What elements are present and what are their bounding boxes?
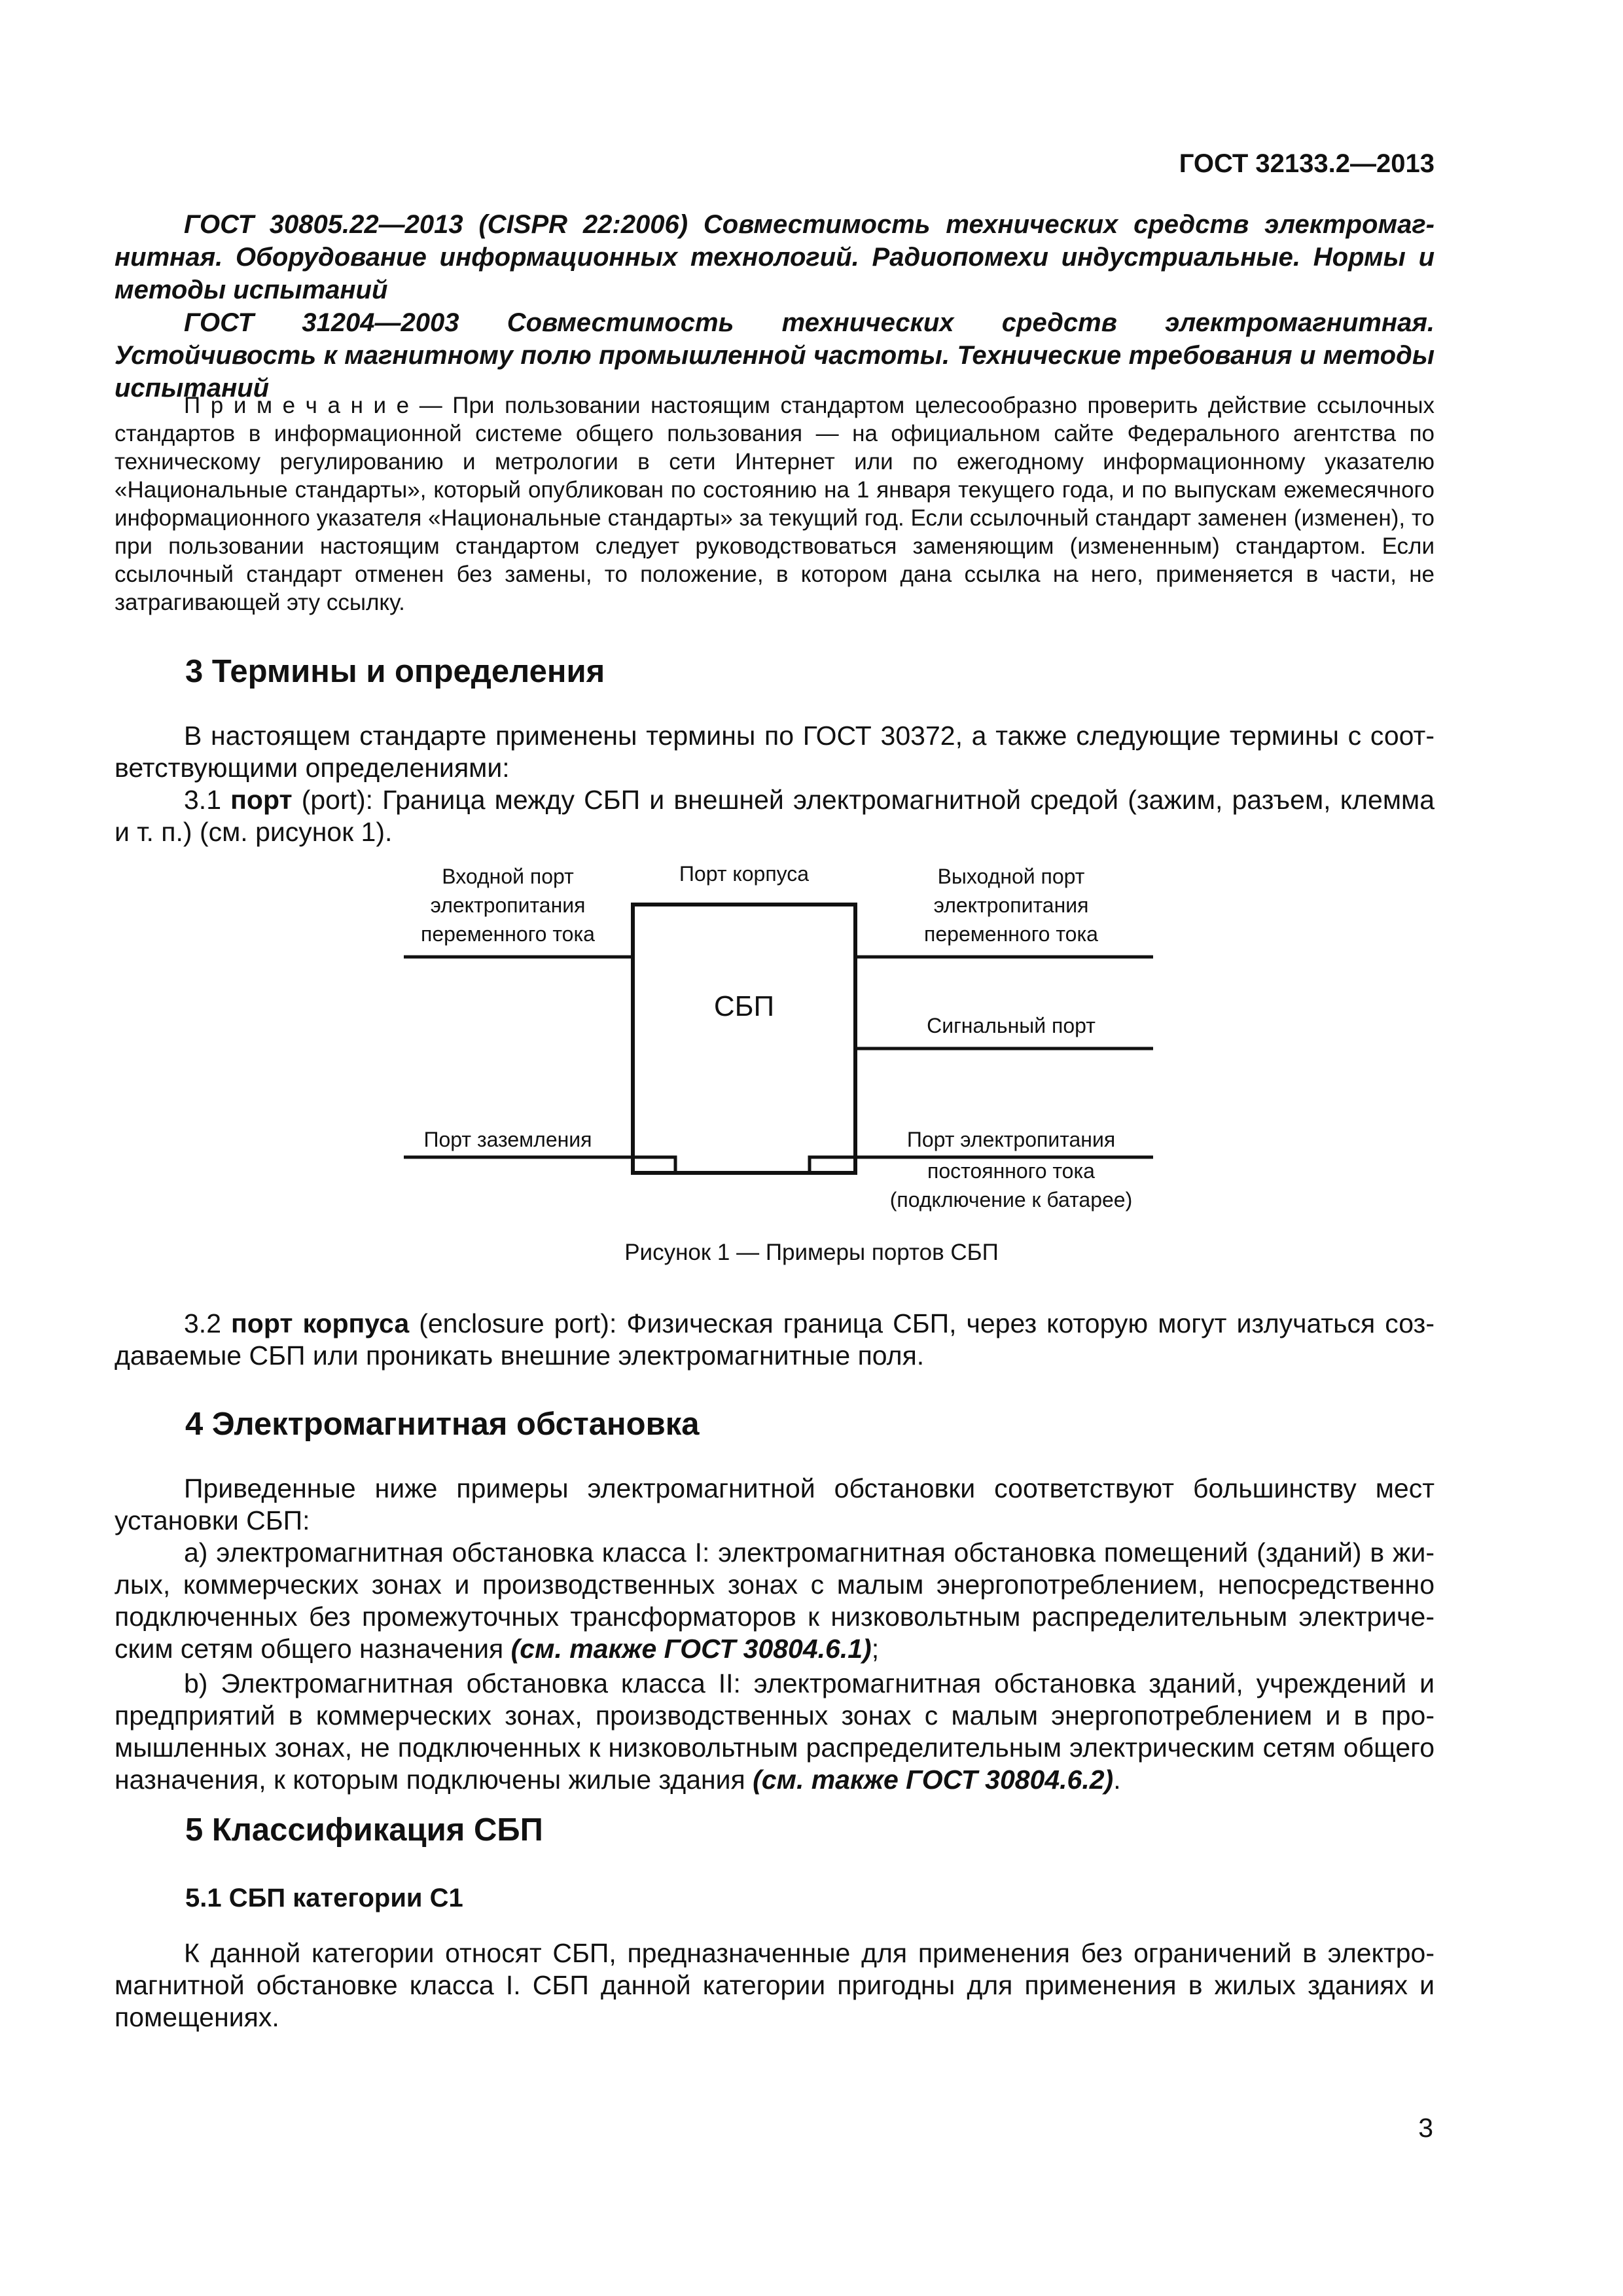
enclosure-port-label: Порт корпуса xyxy=(679,862,810,886)
item-a-ref: (см. также ГОСТ 30804.6.1) xyxy=(510,1634,872,1664)
term-3-1-number: 3.1 xyxy=(184,785,231,815)
ground-port-label: Порт заземления xyxy=(423,1128,592,1151)
document-code-header: ГОСТ 32133.2—2013 xyxy=(1179,149,1435,178)
ac-output-label-3: переменного тока xyxy=(924,922,1098,946)
item-b xyxy=(115,1668,1435,1796)
item-a-text: а) электромагнитная обстановка класса I: электромагнитная обстановка помещений (зданий) в жилых, коммерческих зонах и производственных зонах с малым энергопотреблением, непосредственно подключенных без промежуточных трансформаторов к низковольтным распределительным электрическим сетям общего назначения xyxy=(115,1537,1435,1664)
item-b-text: b) Электромагнитная обстановка класса II: электромагнитная обстановка зданий, учреждений и предприятий в коммерческих зонах, производственных зонах с малым энергопотреблением и в промышленных зонах, не подключенных к низковольтным распределительным электрическим сетям общего назначения, к которым подключены жилые здания xyxy=(115,1668,1435,1795)
ports-diagram xyxy=(0,844,1623,1224)
signal-port-label: Сигнальный порт xyxy=(927,1014,1096,1037)
note-paragraph xyxy=(115,391,1435,617)
ac-input-label-1: Входной порт xyxy=(442,865,574,888)
term-3-1-definition: (port): Граница между СБП и внешней электромагнитной средой (зажим, разъем, клемма и т. п.) (см. рисунок 1). xyxy=(115,785,1435,847)
section-5-heading: 5 Классификация СБП xyxy=(185,1812,543,1848)
note-label: П р и м е ч а н и е xyxy=(184,393,410,418)
section-3-intro: В настоящем стандарте применены термины по ГОСТ 30372, а также следующие термины с соответствующими определениями: xyxy=(115,721,1435,783)
term-3-2 xyxy=(115,1308,1435,1372)
section-4-intro: Приведенные ниже примеры электромагнитной обстановки соответствуют большинству мест установки СБП: xyxy=(115,1473,1435,1535)
ups-label: СБП xyxy=(713,990,775,1022)
dc-port-label-2: постоянного тока xyxy=(927,1159,1095,1183)
reference-item-1: ГОСТ 30805.22—2013 (CISPR 22:2006) Совместимость технических средств электромагнитная. Оборудование информационных технологий. Радиопомехи индустриальные. Нормы и методы испытаний xyxy=(115,210,1435,304)
section-4-heading: 4 Электромагнитная обстановка xyxy=(185,1407,700,1442)
ac-output-label-1: Выходной порт xyxy=(937,865,1085,888)
ac-input-label-3: переменного тока xyxy=(421,922,595,946)
term-3-1-term: порт xyxy=(230,785,293,815)
item-a-end: ; xyxy=(871,1634,880,1664)
term-3-2-term: порт корпуса xyxy=(231,1308,410,1338)
page-number: 3 xyxy=(1418,2113,1433,2143)
section-3-heading: 3 Термины и определения xyxy=(185,654,605,689)
item-b-ref: (см. также ГОСТ 30804.6.2) xyxy=(753,1765,1114,1795)
dc-port-label-3: (подключение к батарее) xyxy=(889,1188,1133,1211)
term-3-1 xyxy=(115,784,1435,848)
term-3-2-number: 3.2 xyxy=(184,1308,232,1338)
figure-caption: Рисунок 1 — Примеры портов СБП xyxy=(624,1240,999,1265)
subsection-5-1-heading: 5.1 СБП категории С1 xyxy=(185,1884,463,1912)
note-text: — При пользовании настоящим стандартом целесообразно проверить действие ссылочных стандартов в информационной системе общего пользования — на официальном сайте Федерального агентства по техническому регулированию и метрологии в сети Интернет или по ежегодному информационному указателю «Национальные стандарты», который опубликован по состоянию на 1 января текущего года, и по выпускам ежемесячного информационного указателя «Национальные стандарты» за текущий год. Если ссылочный стандарт заменен (изменен), то при пользовании настоящим стандартом следует руководствоваться заменяющим (измененным) стандартом. Если ссылочный стандарт отменен без замены, то положение, в котором дана ссылка на него, применяется в части, не затрагивающей эту ссылку. xyxy=(115,393,1435,615)
subsection-5-1-text: К данной категории относят СБП, предназначенные для применения без ограничений в электромагнитной обстановке класса I. СБП данной категории пригодны для применения в жилых зданиях и помещениях. xyxy=(115,1938,1435,2032)
reference-item-2: ГОСТ 31204—2003 Совместимость технических средств электромагнитная. Устойчивость к магнитному полю промышленной частоты. Технические требования и методы испытаний xyxy=(115,308,1435,403)
item-a xyxy=(115,1537,1435,1665)
ups-box xyxy=(633,905,855,1173)
term-3-2-definition: (enclosure port): Физическая граница СБП, через которую могут излучаться создаваемые СБП или проникать внешние электромагнитные поля. xyxy=(115,1308,1435,1371)
ac-output-label-2: электропитания xyxy=(933,893,1089,917)
ac-input-label-2: электропитания xyxy=(430,893,586,917)
dc-port-label-1: Порт электропитания xyxy=(906,1128,1116,1151)
item-b-end: . xyxy=(1113,1765,1121,1795)
